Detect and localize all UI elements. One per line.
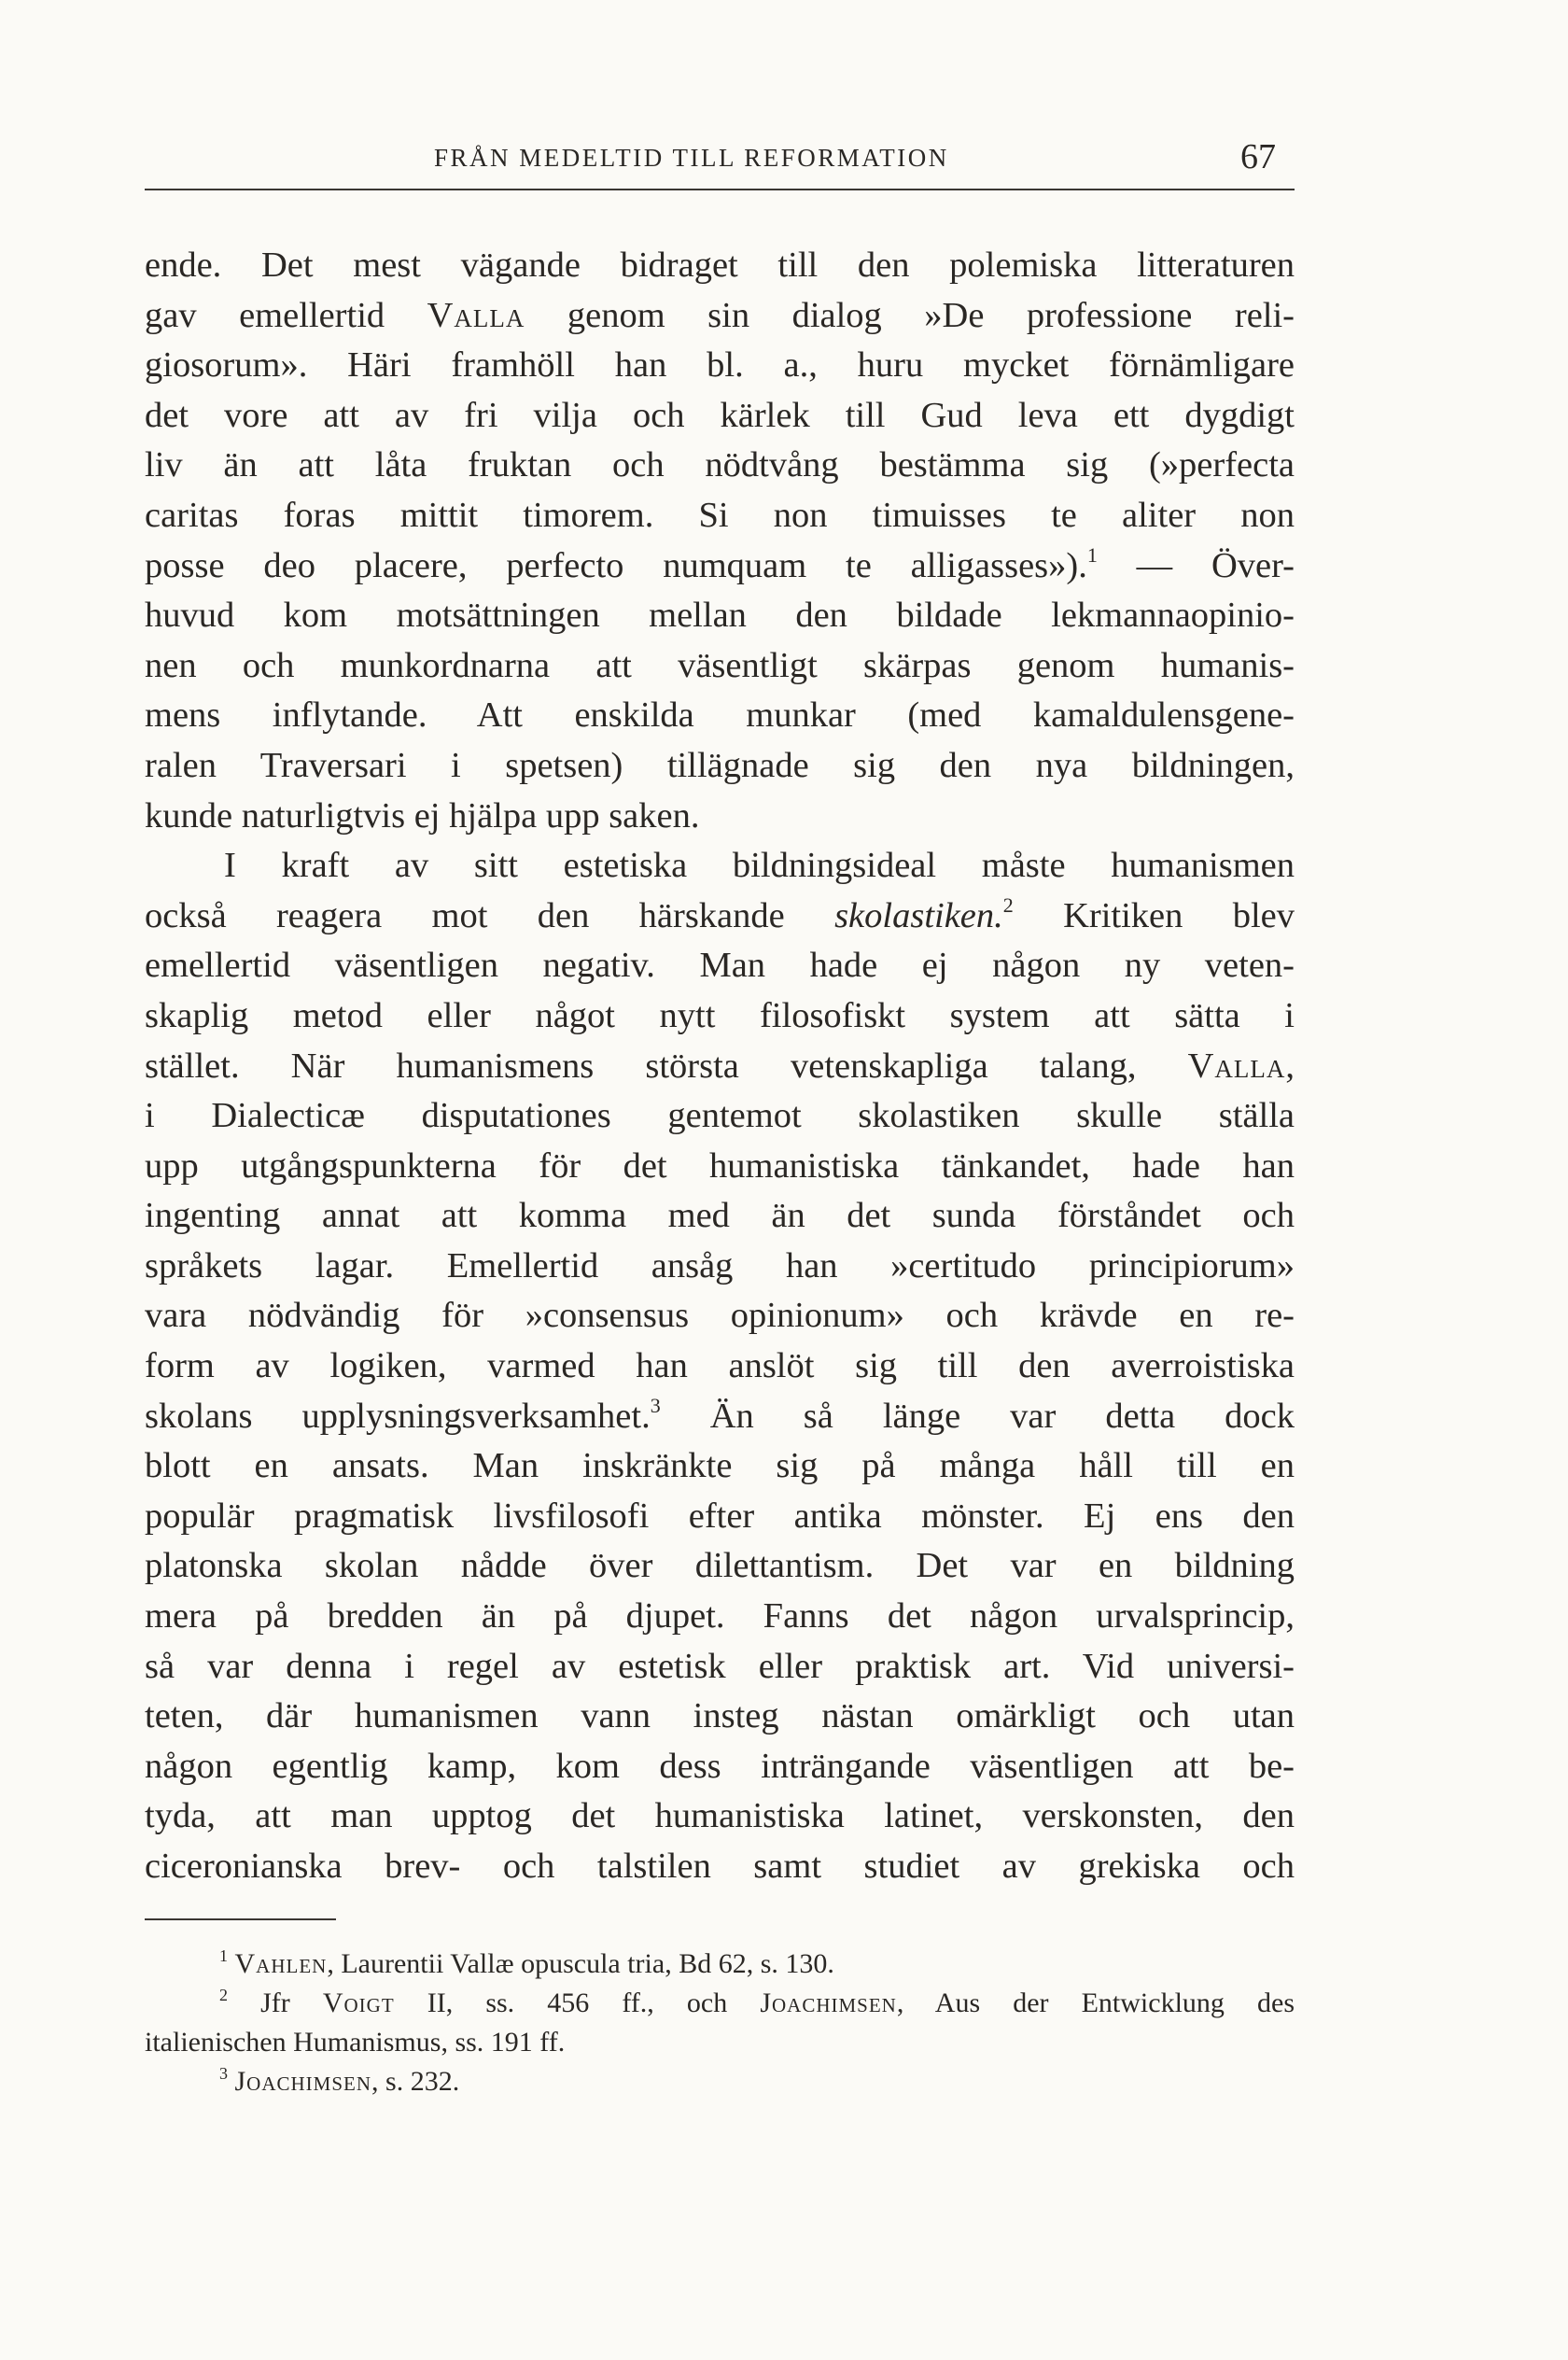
author-name: Joachimsen xyxy=(760,1988,897,2018)
body-text xyxy=(145,241,1295,1892)
text-line xyxy=(145,1541,1295,1592)
text-segment: nen och munkordnarna att väsentligt skärpas genom humanis- xyxy=(145,645,1295,685)
text-segment: platonska skolan nådde över dilettantism. Det var en bildning xyxy=(145,1546,1295,1586)
text-line xyxy=(145,941,1295,991)
footnotes xyxy=(145,1945,1295,2101)
running-title: FRÅN MEDELTID TILL REFORMATION xyxy=(434,144,949,172)
author-name: Voigt xyxy=(322,1988,395,2018)
text-segment: I kraft av sitt estetiska bildningsideal måste humanismen xyxy=(224,846,1295,886)
footnote-1 xyxy=(145,1945,1295,1984)
text-segment: kunde naturligtvis ej hjälpa upp saken. xyxy=(145,795,700,836)
text-segment: skolans upplysningsverksamhet. xyxy=(145,1396,651,1436)
text-line xyxy=(145,291,1295,342)
text-line xyxy=(145,541,1295,592)
text-line xyxy=(145,241,1295,291)
text-line xyxy=(145,991,1295,1042)
text-segment: italienischen Humanismus, ss. 191 ff. xyxy=(145,2027,566,2058)
text-segment: posse deo placere, perfecto numquam te alligasses»). xyxy=(145,545,1087,585)
text-segment: ciceronianska brev- och talstilen samt studiet av grekiska och xyxy=(145,1847,1295,1886)
text-segment: teten, där humanismen vann insteg nästan omärkligt och utan xyxy=(145,1696,1295,1736)
text-segment: , xyxy=(1285,1046,1295,1086)
text-segment: upp utgångspunkterna för det humanistiska tänkandet, hade han xyxy=(145,1145,1295,1186)
text-line xyxy=(145,1592,1295,1642)
text-segment: form av logiken, varmed han anslöt sig till den averroistiska xyxy=(145,1346,1295,1386)
text-segment: ende. Det mest vägande bidraget till den polemiska litteraturen xyxy=(145,246,1295,285)
text-segment: Kritiken blev xyxy=(1013,895,1295,935)
author-name: Joachimsen xyxy=(234,2066,372,2097)
text-segment: II, ss. 456 ff., och xyxy=(394,1988,761,2018)
footnote-divider xyxy=(145,1918,336,1920)
text-line xyxy=(145,1342,1295,1392)
text-line xyxy=(145,841,1295,892)
text-segment: skaplig metod eller något nytt filosofiskt system att sätta i xyxy=(145,995,1295,1035)
text-segment: , s. 232. xyxy=(371,2066,460,2097)
text-segment: huvud kom motsättningen mellan den bildade lekmannaopinio- xyxy=(145,596,1295,636)
text-segment: genom sin dialog »De professione reli- xyxy=(525,295,1295,335)
text-segment: — Över- xyxy=(1097,545,1295,585)
text-segment: , Aus der Entwicklung des xyxy=(896,1988,1295,2018)
text-segment: någon egentlig kamp, kom dess inträngande väsentligen att be- xyxy=(145,1746,1295,1786)
footnote-mark: 2 xyxy=(219,1986,228,2004)
text-line xyxy=(145,1642,1295,1693)
text-segment: Jfr xyxy=(260,1988,323,2018)
text-line xyxy=(145,741,1295,792)
footnote-2 xyxy=(145,1984,1295,2023)
text-segment: ralen Traversari i spetsen) tillägnade sig den nya bildningen, xyxy=(145,745,1295,785)
text-segment: i Dialecticæ disputationes gentemot skolastiken skulle ställa xyxy=(145,1096,1295,1136)
footnote-3 xyxy=(145,2062,1295,2101)
text-segment: Än så länge var detta dock xyxy=(660,1396,1295,1436)
text-line xyxy=(145,341,1295,391)
text-line xyxy=(145,1291,1295,1342)
text-segment: emellertid väsentligen negativ. Man hade ej någon ny veten- xyxy=(145,946,1295,986)
italic-term: skolastiken. xyxy=(834,895,1003,935)
author-name: Vahlen xyxy=(234,1948,328,1979)
text-line xyxy=(145,391,1295,442)
text-line xyxy=(145,792,1295,842)
text-segment: gav emellertid xyxy=(145,295,427,335)
footnote-mark: 1 xyxy=(219,1946,228,1965)
text-line xyxy=(145,441,1295,491)
text-line xyxy=(145,641,1295,692)
text-segment: vara nödvändig för »consensus opinionum» och krävde en re- xyxy=(145,1296,1295,1336)
text-line xyxy=(145,892,1295,942)
author-name: Valla xyxy=(427,295,525,335)
text-segment: så var denna i regel av estetisk eller praktisk art. Vid universi- xyxy=(145,1646,1295,1686)
text-line xyxy=(145,1091,1295,1142)
text-segment: giosorum». Häri framhöll han bl. a., huru mycket förnämligare xyxy=(145,345,1295,386)
text-line xyxy=(145,1042,1295,1092)
footnote-mark: 3 xyxy=(219,2064,228,2083)
text-line xyxy=(145,1492,1295,1542)
text-line xyxy=(145,1191,1295,1242)
text-line xyxy=(145,1392,1295,1442)
text-segment: stället. När humanismens största vetenskapliga talang, xyxy=(145,1046,1188,1086)
text-line xyxy=(145,1441,1295,1492)
text-line xyxy=(145,1742,1295,1792)
text-segment: , Laurentii Vallæ opuscula tria, Bd 62, s. 130. xyxy=(327,1948,834,1979)
footnote-ref: 3 xyxy=(650,1393,661,1417)
text-line xyxy=(145,691,1295,741)
text-line xyxy=(145,1242,1295,1292)
text-segment: också reagera mot den härskande xyxy=(145,895,835,935)
page-number: 67 xyxy=(1240,137,1276,176)
text-segment: caritas foras mittit timorem. Si non timuisses te aliter non xyxy=(145,495,1295,535)
text-segment: blott en ansats. Man inskränkte sig på många håll till en xyxy=(145,1446,1295,1486)
text-segment: populär pragmatisk livsfilosofi efter antika mönster. Ej ens den xyxy=(145,1496,1295,1536)
text-segment: liv än att låta fruktan och nödtvång bestämma sig (»perfecta xyxy=(145,445,1295,485)
footnote-ref: 1 xyxy=(1086,542,1098,567)
text-line xyxy=(145,491,1295,541)
text-segment: ingenting annat att komma med än det sunda förståndet och xyxy=(145,1196,1295,1236)
text-segment: språkets lagar. Emellertid ansåg han »certitudo principiorum» xyxy=(145,1245,1295,1285)
text-segment: mens inflytande. Att enskilda munkar (med kamaldulensgene- xyxy=(145,695,1295,736)
text-line xyxy=(145,1842,1295,1892)
text-line xyxy=(145,1142,1295,1192)
footnote-ref: 2 xyxy=(1002,892,1014,917)
text-segment: tyda, att man upptog det humanistiska latinet, verskonsten, den xyxy=(145,1796,1295,1836)
running-header xyxy=(145,131,1295,190)
text-segment: det vore att av fri vilja och kärlek till Gud leva ett dygdigt xyxy=(145,395,1295,435)
footnote-2-continued xyxy=(145,2023,1295,2062)
text-line xyxy=(145,1791,1295,1842)
text-segment: mera på bredden än på djupet. Fanns det någon urvalsprincip, xyxy=(145,1596,1295,1637)
text-line xyxy=(145,1692,1295,1742)
author-name: Valla xyxy=(1187,1046,1286,1086)
text-line xyxy=(145,591,1295,641)
